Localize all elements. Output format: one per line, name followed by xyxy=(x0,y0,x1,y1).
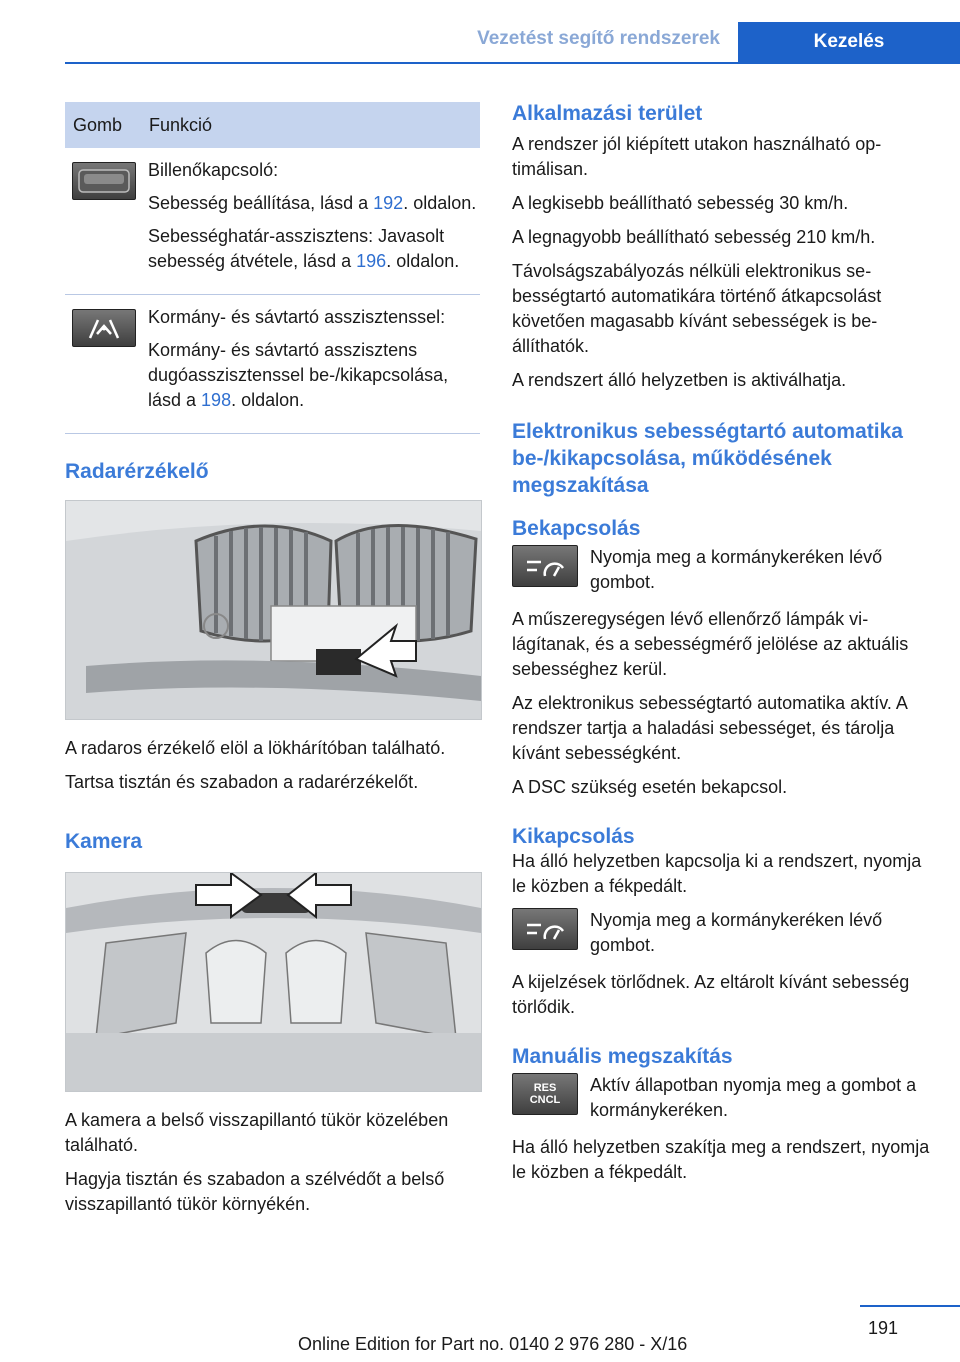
rocker-switch-icon xyxy=(72,162,136,200)
page-link[interactable]: 198 xyxy=(201,390,232,410)
manual-interrupt-text: Ha álló helyzetben szakítja meg a rendszert, nyomja le közben a fékpedált. xyxy=(512,1137,930,1182)
application-text: A rendszert álló helyzetben is aktiválhatja. xyxy=(512,370,847,390)
radar-heading: Radarérzékelő xyxy=(65,460,209,483)
switch-on-text: A DSC szükség esetén bekapcsol. xyxy=(512,777,788,797)
table-row xyxy=(65,295,480,434)
page-link[interactable]: 192 xyxy=(373,193,404,213)
application-text: A legnagyobb beállítható sebesség 210 km/h. xyxy=(512,227,876,247)
row2-description: Kormány- és sávtartó asszisztens dugóasszisztenssel be-/kikapcsolása, lásd a 198. oldalon. xyxy=(148,340,449,410)
row1-speed-limit-assist: Sebességhatár-asszisztens: Javasolt sebesség átvétele, lásd a 196. oldalon. xyxy=(148,226,460,271)
switch-off-text: A kijelzések törlődnek. Az eltárolt kívánt sebesség törlődik. xyxy=(512,972,910,1017)
switch-on-heading: Bekapcsolás xyxy=(512,517,641,540)
row1-speed-setting: Sebesség beállítása, lásd a 192. oldalon. xyxy=(148,193,477,213)
switch-off-instruction: Nyomja meg a kormánykeréken lévő gombot. xyxy=(512,908,930,958)
radar-sensor-photo xyxy=(65,500,482,720)
steering-lane-assist-icon xyxy=(72,309,136,347)
res-cncl-button-icon: RES CNCL xyxy=(512,1073,578,1115)
cruise-control-button-icon xyxy=(512,908,578,950)
radar-clean-text: Tartsa tisztán és szabadon a radarérzékelőt. xyxy=(65,772,419,792)
switch-on-instruction: Nyomja meg a kormánykeréken lévő gombot. xyxy=(512,545,930,595)
header-chapter-tab[interactable]: Kezelés xyxy=(738,22,960,62)
cruise-control-heading: Elektronikus sebességtartó automatika be-/kikapcsolása, működésének megszakítása xyxy=(512,420,903,497)
header-section-title: Vezetést segítő rendszerek xyxy=(477,28,720,49)
row2-label: Kormány- és sávtartó asszisztenssel: xyxy=(148,307,446,327)
left-column xyxy=(65,102,480,1226)
row1-label: Billenőkapcsoló: xyxy=(148,160,279,180)
switch-off-text: Ha álló helyzetben kapcsolja ki a rendszert, nyomja le közben a fékpedált. xyxy=(512,851,922,896)
switch-on-text: A műszeregységen lévő ellenőrző lámpák világítanak, és a sebességmérő jelölése az aktuális sebességhez kerül. xyxy=(512,609,909,679)
table-header xyxy=(65,102,480,148)
application-text: Távolságszabályozás nélküli elektronikus sebességtartó automatikára történő átkapcsolást követően magasabb kívánt sebességek is beállíthatók. xyxy=(512,261,882,356)
switch-off-heading: Kikapcsolás xyxy=(512,825,635,848)
table-col-button: Gomb xyxy=(73,114,123,135)
right-column xyxy=(512,102,930,1194)
camera-location-text: A kamera a belső visszapillantó tükör közelében található. xyxy=(65,1110,449,1155)
manual-interrupt-heading: Manuális megszakítás xyxy=(512,1045,733,1068)
camera-heading: Kamera xyxy=(65,830,143,853)
radar-location-text: A radaros érzékelő elöl a lökhárítóban található. xyxy=(65,738,446,758)
footer-rule xyxy=(860,1305,960,1307)
application-text: A legkisebb beállítható sebesség 30 km/h. xyxy=(512,193,849,213)
cruise-control-button-icon xyxy=(512,545,578,587)
page-link[interactable]: 196 xyxy=(356,251,387,271)
switch-on-text: Az elektronikus sebességtartó automatika aktív. A rendszer tartja a haladási sebességet, és tárolja kívánt sebességként. xyxy=(512,693,907,763)
application-area-heading: Alkalmazási terület xyxy=(512,102,703,125)
footer-edition: Online Edition for Part no. 0140 2 976 280 - X/16 xyxy=(298,1334,688,1354)
table-row xyxy=(65,148,480,295)
camera-clean-text: Hagyja tisztán és szabadon a szélvédőt a belső visszapillantó tükör környékén. xyxy=(65,1169,445,1214)
application-text: A rendszer jól kiépített utakon használható optimálisan. xyxy=(512,134,882,179)
page-number: 191 xyxy=(867,1318,898,1338)
manual-interrupt-instruction: RES CNCL Aktív állapotban nyomja meg a gombot a kormánykeréken. xyxy=(512,1073,930,1123)
camera-photo xyxy=(65,872,482,1092)
header-rule xyxy=(65,62,960,64)
table-col-function: Funkció xyxy=(149,114,213,135)
